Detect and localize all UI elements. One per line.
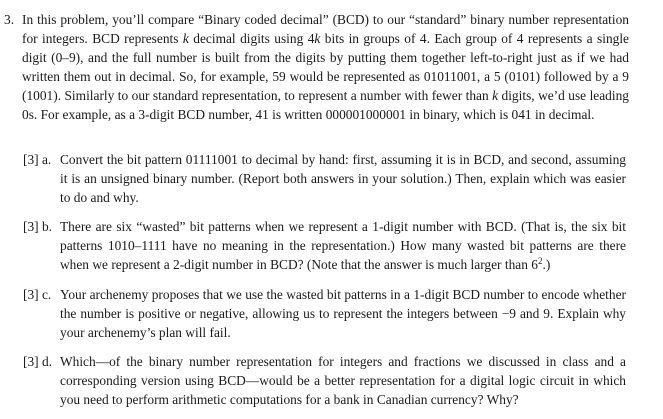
intro-text: digits, we’d use leading 0s. For example, as a 3-digit BCD number, 41 is written 000001000001 in binary, which is 041 in decimal. [22, 88, 629, 123]
problem-parts [23, 150, 626, 419]
part-a-label: [3] a. [23, 152, 52, 167]
part-a-text: Convert the bit pattern 01111001 to decimal by hand: first, assuming it is in BCD, and second, assuming it is an unsigned binary number. (Report both answers in your solution.) Then, explain which was easier to do and why. [60, 152, 626, 206]
part-a [23, 150, 626, 207]
intro-text: decimal digits using 4 [188, 31, 315, 47]
part-b-superscript: 2 [537, 256, 543, 267]
part-c-label: [3] c. [23, 286, 52, 302]
part-b-text-after: .) [542, 257, 551, 273]
part-b-text-before: There are six “wasted” bit patterns when we represent a 1-digit number with BCD. (That is, the six bit patterns 1010–1111 have no meaning in the representation.) How many wasted bit patterns are there when we represent a 2-digit number in BCD? (Note that the answer is much larger than 6 [60, 219, 626, 273]
intro-variable-k: k [314, 31, 321, 47]
problem-intro [22, 10, 629, 125]
part-c-text: Your archenemy proposes that we use the wasted bit patterns in a 1-digit BCD number to encode whether the number is positive or negative, allowing us to represent the integers between −9 and 9. Explain why your archenemy’s plan will fail. [60, 286, 626, 340]
part-d-text: Which—of the binary number representation for integers and fractions we discussed in class and a corresponding version using BCD—would be a better representation for a digital logic circuit in which you need to perform arithmetic computations for a bank in Canadian currency? Why? [60, 353, 626, 408]
part-b-label: [3] b. [23, 219, 53, 235]
intro-text: In this problem, you’ll compare “Binary coded decimal” (BCD) to our “standard” binary number representation for integers. BCD represents [22, 12, 629, 47]
problem-number: 3. [4, 12, 15, 27]
part-b-text [60, 217, 626, 274]
part-b [23, 217, 626, 274]
part-d-label: [3] d. [23, 353, 53, 369]
intro-text: bits in groups of 4. Each group of 4 represents a single digit (0–9), and the full number is built from the digits by putting them together left-to-right just as if we had written them out in decimal. So, for example, 59 would be represented as 01011001, a 5 (0101) followed by a 9 (1001). Similarly to our standard representation, to represent a number with fewer than [22, 31, 629, 104]
intro-variable-k: k [182, 31, 189, 47]
part-c [23, 285, 626, 342]
part-d [23, 352, 626, 409]
problem-3 [4, 10, 630, 125]
intro-variable-k: k [492, 88, 499, 104]
